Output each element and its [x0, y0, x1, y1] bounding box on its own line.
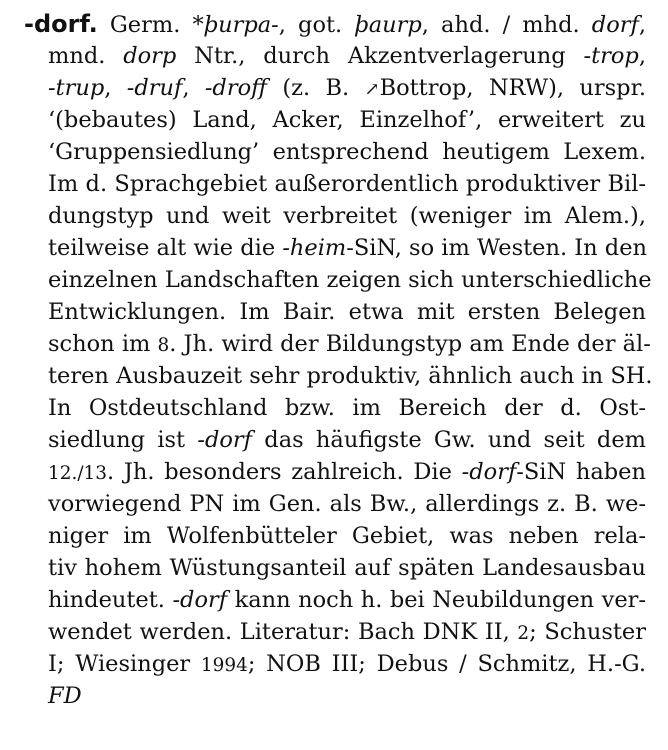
- text-run: siedlung ist: [48, 427, 198, 453]
- entry-line: [48, 234, 646, 263]
- italic-term: -trop: [583, 43, 639, 69]
- text-run: -SiN, so im Westen. In den: [346, 235, 648, 261]
- entry-line: [48, 682, 82, 711]
- entry-line: [48, 362, 653, 391]
- text-run: vorwiegend PN im Gen. als Bw., allerdings z. B. we-: [48, 491, 646, 517]
- entry-line: [48, 554, 646, 583]
- entry-line: [48, 458, 646, 488]
- text-run: . Jh. besonders zahlreich. Die: [107, 459, 462, 485]
- cross-reference-arrow-icon: ↗: [364, 79, 380, 100]
- text-run: schon im: [48, 331, 158, 357]
- text-run: mnd.: [48, 43, 124, 69]
- italic-term: dorf: [591, 12, 639, 38]
- entry-line: [24, 10, 646, 40]
- entry-line: [48, 298, 646, 327]
- italic-term: *þurpa-: [192, 12, 279, 38]
- text-run: kann noch h. bei Neubildungen ver-: [227, 587, 646, 613]
- italic-term: -dorf: [172, 587, 228, 613]
- italic-term: -dorf: [461, 459, 517, 485]
- entry-line: [48, 42, 646, 71]
- entry-line: [48, 330, 651, 360]
- entry-line: [48, 618, 646, 648]
- italic-term: -dorf: [197, 427, 253, 453]
- italic-term: -druf: [126, 75, 183, 101]
- entry-line: [48, 586, 646, 615]
- entry-line: [48, 650, 646, 680]
- entry-line: [48, 426, 646, 455]
- italic-term: -droff: [204, 75, 268, 101]
- numeral-text: 8: [157, 335, 170, 356]
- text-run: wendet werden. Literatur: Bach DNK II,: [48, 619, 518, 645]
- text-run: ‘Gruppensiedlung’ entsprechend heutigem Lexem.: [48, 139, 646, 165]
- text-run: tiv hohem Wüstungsanteil auf späten Landesausbau: [48, 555, 646, 581]
- entry-line: [48, 106, 646, 135]
- text-run: I; Wiesinger: [48, 651, 201, 677]
- text-run: ,: [182, 75, 205, 101]
- numeral-text: 2: [517, 623, 530, 644]
- lemma-headword: -dorf.: [24, 10, 98, 38]
- text-run: ‘(bebautes) Land, Acker, Einzelhof’, erweitert zu: [48, 107, 646, 133]
- text-run: das häufigste Gw. und seit dem: [252, 427, 646, 453]
- entry-line: [48, 170, 646, 199]
- entry-line: [48, 202, 646, 231]
- text-run: teren Ausbauzeit sehr produktiv, ähnlich auch in SH.: [48, 363, 653, 389]
- italic-term: dorp: [123, 43, 177, 69]
- text-run: In Ostdeutschland bzw. im Bereich der d. Ost-: [48, 395, 646, 421]
- italic-term: FD: [48, 683, 82, 709]
- text-run: Germ.: [97, 12, 193, 38]
- text-run: ,: [638, 43, 646, 69]
- entry-line: [48, 490, 646, 519]
- text-run: , got.: [278, 12, 355, 38]
- text-run: . Jh. wird der Bildungstyp am Ende der äl-: [169, 331, 651, 357]
- text-run: Im d. Sprachgebiet außerordentlich produktiver Bil-: [48, 171, 646, 197]
- italic-term: þaurp: [354, 12, 422, 38]
- text-run: , ahd. / mhd.: [421, 12, 592, 38]
- text-run: -SiN haben: [516, 459, 646, 485]
- text-run: ,: [104, 75, 127, 101]
- entry-line: [48, 394, 646, 423]
- entry-line: [48, 522, 646, 551]
- text-run: Bottrop, NRW), urspr.: [379, 75, 647, 101]
- italic-term: -heim: [282, 235, 347, 261]
- text-run: (z. B.: [267, 75, 365, 101]
- numeral-text: 1994: [200, 655, 248, 676]
- numeral-text: 12./13: [48, 463, 107, 484]
- entry-line: [48, 138, 646, 167]
- italic-term: -trup: [48, 75, 105, 101]
- text-run: einzelnen Landschaften zeigen sich unterschiedliche: [48, 267, 652, 293]
- text-run: Ntr., durch Akzentverlagerung: [176, 43, 584, 69]
- entry-line: [48, 266, 652, 295]
- text-run: Entwicklungen. Im Bair. etwa mit ersten Belegen: [48, 299, 646, 325]
- text-run: ; Schuster: [529, 619, 647, 645]
- entry-line: [48, 74, 646, 104]
- text-run: niger im Wolfenbütteler Gebiet, was neben rela-: [48, 523, 646, 549]
- text-run: dungstyp und weit verbreitet (weniger im Alem.),: [48, 203, 646, 229]
- text-run: ,: [638, 12, 646, 38]
- text-run: ; NOB III; Debus / Schmitz, H.-G.: [247, 651, 646, 677]
- text-run: teilweise alt wie die: [48, 235, 283, 261]
- text-run: hindeutet.: [48, 587, 173, 613]
